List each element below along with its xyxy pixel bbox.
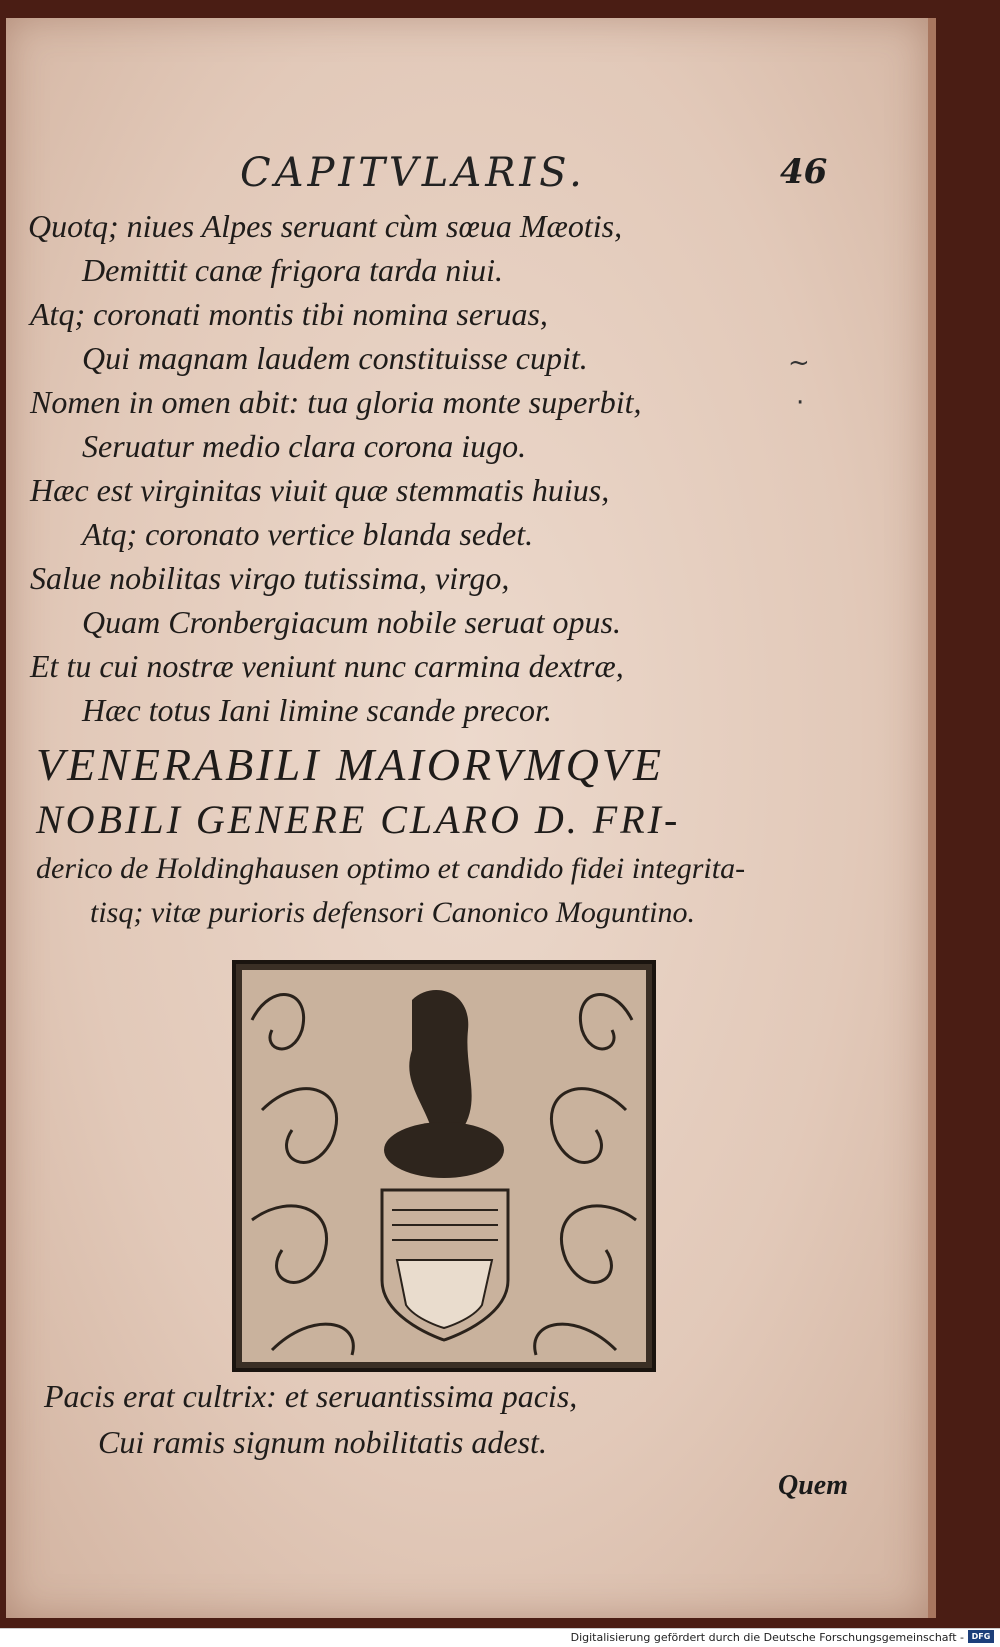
poem-line: Hæc est virginitas viuit quæ stemmatis huius,	[30, 472, 610, 508]
page-number: 46	[780, 152, 828, 192]
poem-line: Atq; coronati montis tibi nomina seruas,	[30, 296, 548, 332]
catchword: Quem	[778, 1470, 848, 1501]
margin-mark-icon: ~	[788, 348, 810, 378]
dedication-text: tisq; vitæ purioris defensori Canonico Moguntino.	[90, 896, 695, 929]
poem-line: Quam Cronbergiacum nobile seruat opus.	[82, 604, 621, 640]
poem-line: Nomen in omen abit: tua gloria monte superbit,	[30, 384, 642, 420]
epigram-line: Pacis erat cultrix: et seruantissima pacis,	[44, 1378, 578, 1414]
margin-mark-icon: ·	[796, 388, 805, 418]
poem-line: Seruatur medio clara corona iugo.	[82, 428, 527, 464]
footer-credit: Digitalisierung gefördert durch die Deutsche Forschungsgemeinschaft -	[570, 1631, 964, 1644]
dedication-heading: VENERABILI MAIORVMQVE	[36, 739, 665, 790]
running-title: CAPITVLARIS.	[240, 150, 586, 196]
poem-line: Qui magnam laudem constituisse cupit.	[82, 340, 588, 376]
epigram-line: Cui ramis signum nobilitatis adest.	[98, 1424, 547, 1460]
poem-line: Quotq; niues Alpes seruant cùm sœua Mæotis,	[28, 208, 623, 244]
dedication-heading: NOBILI GENERE CLARO D. FRI-	[36, 797, 681, 842]
poem-line: Hæc totus Iani limine scande precor.	[82, 692, 552, 728]
poem-line: Salue nobilitas virgo tutissima, virgo,	[30, 560, 510, 596]
poem-line: Atq; coronato vertice blanda sedet.	[82, 516, 534, 552]
dfg-logo-icon: DFG	[968, 1630, 994, 1643]
coat-of-arms-woodcut-icon	[232, 960, 656, 1372]
poem-line: Demittit canæ frigora tarda niui.	[82, 252, 504, 288]
dedication-text: derico de Holdinghausen optimo et candido fidei integrita-	[36, 852, 746, 885]
poem-line: Et tu cui nostræ veniunt nunc carmina dextræ,	[30, 648, 624, 684]
